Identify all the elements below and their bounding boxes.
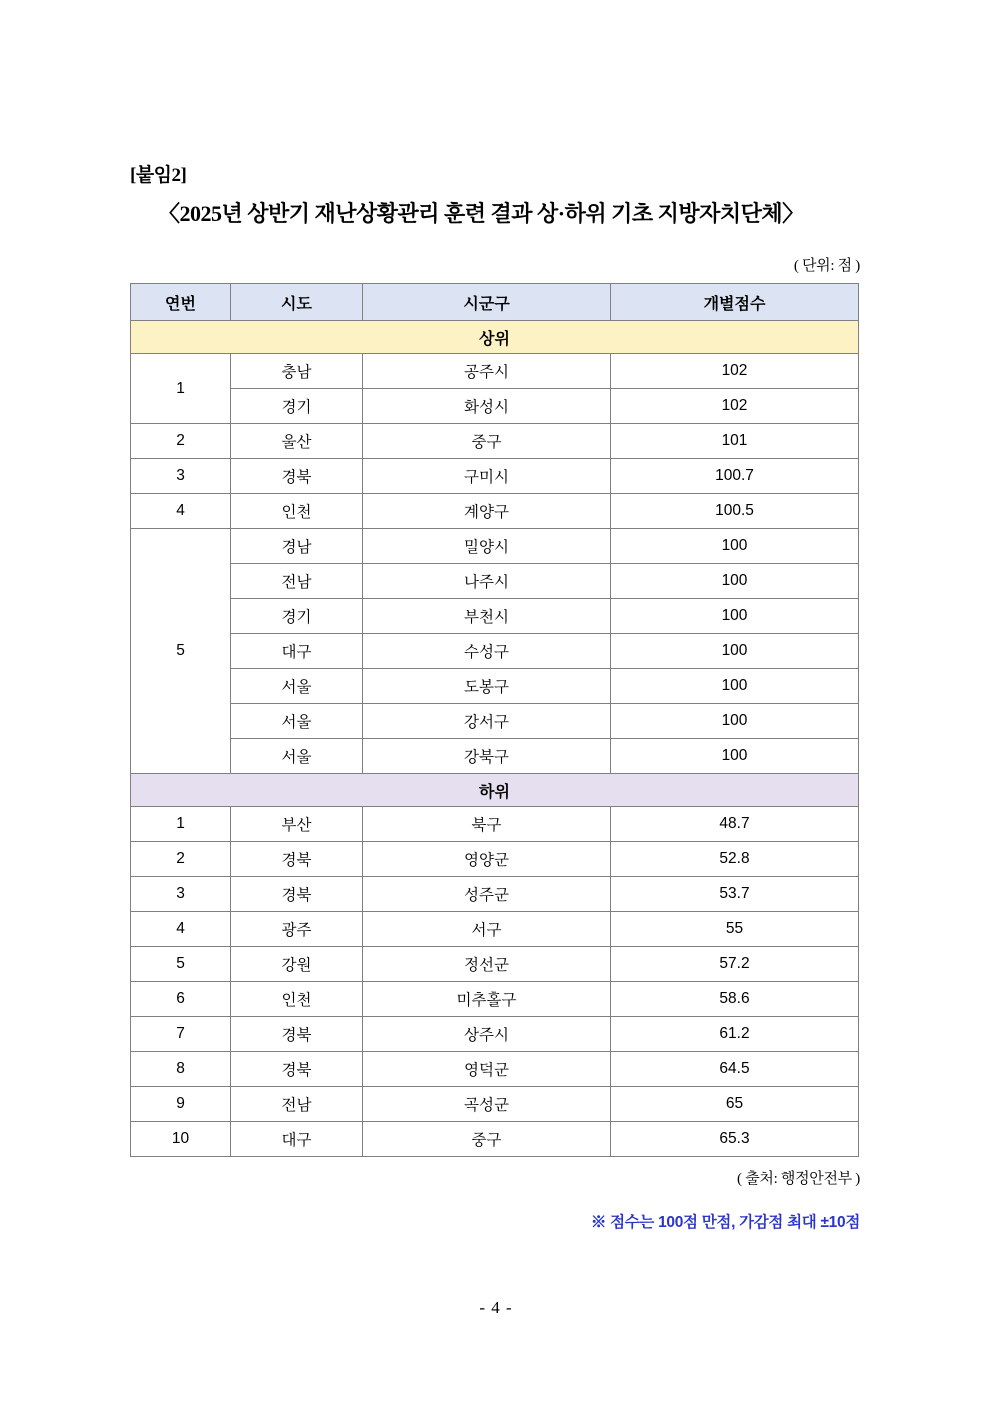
bottom-cell-no: 4 bbox=[131, 912, 231, 947]
page-title: 〈2025년 상반기 재난상황관리 훈련 결과 상·하위 기초 지방자치단체〉 bbox=[158, 201, 804, 226]
top-cell-score: 100 bbox=[611, 529, 859, 564]
bottom-cell-sido: 전남 bbox=[231, 1087, 363, 1122]
table-row bbox=[131, 494, 859, 529]
bottom-cell-score: 52.8 bbox=[611, 842, 859, 877]
bottom-cell-no: 8 bbox=[131, 1052, 231, 1087]
table-row bbox=[131, 564, 859, 599]
bottom-cell-sido: 경북 bbox=[231, 1052, 363, 1087]
top-cell-sido: 서울 bbox=[231, 704, 363, 739]
table-row bbox=[131, 912, 859, 947]
top-cell-sido: 대구 bbox=[231, 634, 363, 669]
top-cell-sigungu: 밀양시 bbox=[363, 529, 611, 564]
table-row bbox=[131, 599, 859, 634]
section-header-bottom bbox=[131, 774, 859, 807]
bottom-cell-sido: 경북 bbox=[231, 1017, 363, 1052]
bottom-cell-sigungu: 정선군 bbox=[363, 947, 611, 982]
table-row bbox=[131, 1087, 859, 1122]
table-row bbox=[131, 704, 859, 739]
table-row bbox=[131, 947, 859, 982]
top-cell-sigungu: 강북구 bbox=[363, 739, 611, 774]
bottom-cell-no: 3 bbox=[131, 877, 231, 912]
top-cell-sido: 경기 bbox=[231, 599, 363, 634]
bottom-cell-sigungu: 북구 bbox=[363, 807, 611, 842]
bottom-cell-sido: 광주 bbox=[231, 912, 363, 947]
top-cell-score: 100 bbox=[611, 669, 859, 704]
bottom-cell-sigungu: 곡성군 bbox=[363, 1087, 611, 1122]
bottom-cell-sigungu: 영덕군 bbox=[363, 1052, 611, 1087]
bottom-cell-sido: 인천 bbox=[231, 982, 363, 1017]
top-cell-sigungu: 수성구 bbox=[363, 634, 611, 669]
bottom-cell-sigungu: 성주군 bbox=[363, 877, 611, 912]
section-header-bottom-label: 하위 bbox=[131, 774, 859, 807]
bottom-cell-score: 55 bbox=[611, 912, 859, 947]
top-cell-sido: 경북 bbox=[231, 459, 363, 494]
top-cell-score: 100 bbox=[611, 564, 859, 599]
bottom-cell-sido: 경북 bbox=[231, 877, 363, 912]
top-cell-sigungu: 도봉구 bbox=[363, 669, 611, 704]
bottom-cell-sigungu: 중구 bbox=[363, 1122, 611, 1157]
bottom-cell-no: 5 bbox=[131, 947, 231, 982]
bottom-cell-sido: 대구 bbox=[231, 1122, 363, 1157]
footnote-scoring: ※ 점수는 100점 만점, 가감점 최대 ±10점 bbox=[590, 1214, 860, 1231]
unit-note: ( 단위: 점 ) bbox=[793, 258, 860, 274]
bottom-cell-no: 2 bbox=[131, 842, 231, 877]
top-cell-sigungu: 계양구 bbox=[363, 494, 611, 529]
top-cell-sigungu: 중구 bbox=[363, 424, 611, 459]
bottom-cell-score: 57.2 bbox=[611, 947, 859, 982]
bottom-cell-score: 61.2 bbox=[611, 1017, 859, 1052]
bottom-cell-no: 9 bbox=[131, 1087, 231, 1122]
table-row bbox=[131, 669, 859, 704]
top-cell-no: 3 bbox=[131, 459, 231, 494]
column-header-sido: 시도 bbox=[231, 284, 363, 321]
top-cell-sido: 서울 bbox=[231, 669, 363, 704]
column-header-score: 개별점수 bbox=[611, 284, 859, 321]
bottom-cell-no: 1 bbox=[131, 807, 231, 842]
bottom-cell-sigungu: 서구 bbox=[363, 912, 611, 947]
table-row bbox=[131, 389, 859, 424]
bottom-cell-score: 53.7 bbox=[611, 877, 859, 912]
top-cell-score: 100.5 bbox=[611, 494, 859, 529]
top-cell-sigungu: 나주시 bbox=[363, 564, 611, 599]
bottom-cell-score: 48.7 bbox=[611, 807, 859, 842]
top-cell-score: 102 bbox=[611, 389, 859, 424]
table-row bbox=[131, 982, 859, 1017]
bottom-cell-sigungu: 상주시 bbox=[363, 1017, 611, 1052]
table-row bbox=[131, 739, 859, 774]
top-cell-sido: 전남 bbox=[231, 564, 363, 599]
bottom-cell-sido: 부산 bbox=[231, 807, 363, 842]
top-cell-no: 4 bbox=[131, 494, 231, 529]
bottom-cell-sigungu: 영양군 bbox=[363, 842, 611, 877]
table-row bbox=[131, 1052, 859, 1087]
top-cell-sigungu: 강서구 bbox=[363, 704, 611, 739]
table-body bbox=[131, 321, 859, 1157]
column-header-no: 연번 bbox=[131, 284, 231, 321]
top-cell-sigungu: 화성시 bbox=[363, 389, 611, 424]
top-cell-score: 100.7 bbox=[611, 459, 859, 494]
top-cell-sido: 서울 bbox=[231, 739, 363, 774]
table-row bbox=[131, 529, 859, 564]
source-note: ( 출처: 행정안전부 ) bbox=[737, 1171, 860, 1187]
bottom-cell-sido: 강원 bbox=[231, 947, 363, 982]
table-header-row bbox=[131, 284, 859, 321]
bottom-cell-score: 65.3 bbox=[611, 1122, 859, 1157]
column-header-sigungu: 시군구 bbox=[363, 284, 611, 321]
top-cell-no: 1 bbox=[131, 354, 231, 424]
bottom-cell-score: 64.5 bbox=[611, 1052, 859, 1087]
table-row bbox=[131, 354, 859, 389]
top-cell-score: 100 bbox=[611, 704, 859, 739]
table-row bbox=[131, 877, 859, 912]
top-cell-score: 100 bbox=[611, 739, 859, 774]
top-cell-sigungu: 공주시 bbox=[363, 354, 611, 389]
bottom-cell-score: 58.6 bbox=[611, 982, 859, 1017]
bottom-cell-sido: 경북 bbox=[231, 842, 363, 877]
top-cell-no: 2 bbox=[131, 424, 231, 459]
section-header-top-label: 상위 bbox=[131, 321, 859, 354]
bottom-cell-no: 10 bbox=[131, 1122, 231, 1157]
top-cell-score: 101 bbox=[611, 424, 859, 459]
top-cell-sido: 충남 bbox=[231, 354, 363, 389]
table-row bbox=[131, 634, 859, 669]
top-cell-sido: 울산 bbox=[231, 424, 363, 459]
bottom-cell-no: 7 bbox=[131, 1017, 231, 1052]
top-cell-score: 102 bbox=[611, 354, 859, 389]
table-row bbox=[131, 424, 859, 459]
top-cell-sigungu: 구미시 bbox=[363, 459, 611, 494]
top-cell-sido: 경남 bbox=[231, 529, 363, 564]
section-header-top bbox=[131, 321, 859, 354]
bottom-cell-sigungu: 미추홀구 bbox=[363, 982, 611, 1017]
top-cell-sigungu: 부천시 bbox=[363, 599, 611, 634]
attachment-label: [붙임2] bbox=[130, 165, 187, 186]
top-cell-no: 5 bbox=[131, 529, 231, 774]
top-cell-sido: 경기 bbox=[231, 389, 363, 424]
bottom-cell-no: 6 bbox=[131, 982, 231, 1017]
table-row bbox=[131, 842, 859, 877]
table-row bbox=[131, 1122, 859, 1157]
page-number: - 4 - bbox=[479, 1298, 513, 1317]
top-cell-sido: 인천 bbox=[231, 494, 363, 529]
bottom-cell-score: 65 bbox=[611, 1087, 859, 1122]
top-cell-score: 100 bbox=[611, 599, 859, 634]
table-row bbox=[131, 459, 859, 494]
table-row bbox=[131, 1017, 859, 1052]
results-table bbox=[130, 283, 859, 1157]
table-row bbox=[131, 807, 859, 842]
top-cell-score: 100 bbox=[611, 634, 859, 669]
